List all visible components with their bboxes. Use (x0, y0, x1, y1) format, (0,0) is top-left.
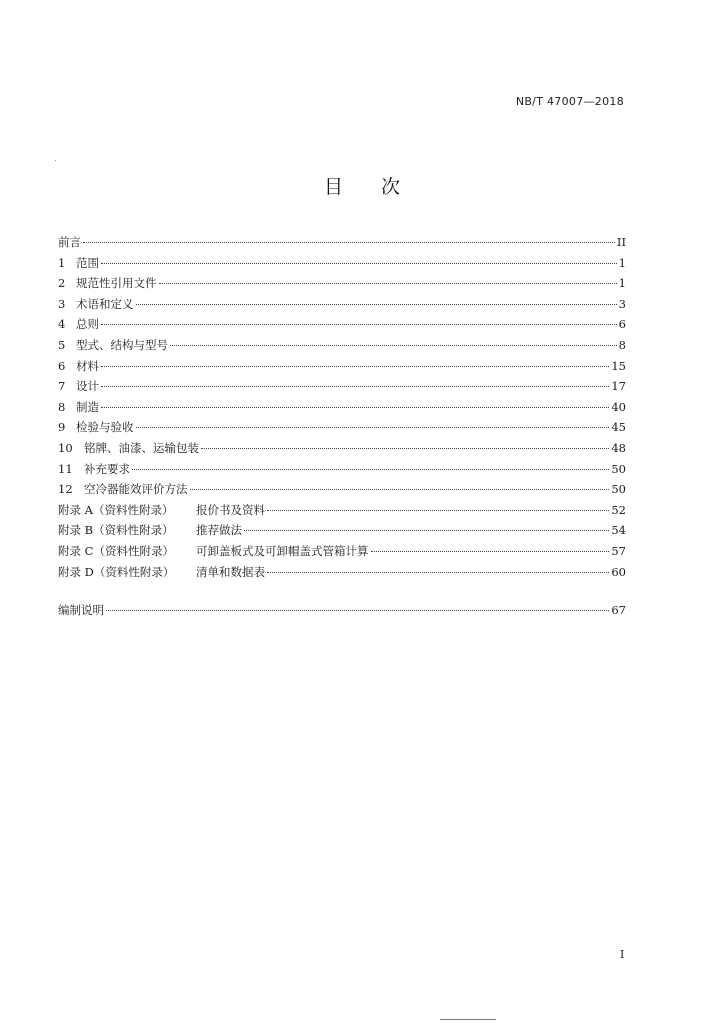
toc-entry-page: 6 (618, 317, 626, 332)
toc-entry-page: 52 (611, 502, 626, 517)
appendix-prefix: 附录 D（资料性附录） (58, 564, 175, 579)
toc-entry-label: 空冷器能效评价方法 (84, 482, 188, 497)
leader-dots (244, 530, 609, 531)
toc-entry-5[interactable] (58, 335, 626, 356)
toc-entry-page: II (616, 235, 626, 249)
toc-entry-label: 检验与验收 (76, 420, 134, 435)
standard-code: NB/T 47007—2018 (515, 95, 624, 108)
toc-entry-label: 编制说明 (58, 603, 104, 618)
toc-appendix-c[interactable] (58, 541, 626, 562)
toc-entry-number: 1 (58, 255, 66, 270)
toc-entry-12[interactable] (58, 479, 626, 500)
toc-entry-page: 8 (618, 337, 626, 352)
leader-dots (83, 242, 615, 243)
leader-dots (106, 610, 609, 611)
leader-dots (101, 407, 609, 408)
toc-entry-label: 规范性引用文件 (76, 276, 157, 291)
toc-entry-foreword[interactable] (58, 232, 626, 253)
toc-entry-number: 5 (58, 337, 66, 352)
toc-entry-label: 补充要求 (84, 461, 130, 476)
leader-dots (101, 366, 609, 367)
toc-entry-page: 17 (611, 379, 626, 394)
toc-entry-number: 7 (58, 379, 66, 394)
appendix-prefix: 附录 C（资料性附录） (58, 543, 174, 558)
toc-entry-page: 1 (618, 276, 626, 291)
leader-dots (201, 448, 609, 449)
toc-entry-label: 前言 (58, 235, 81, 249)
toc-entry-label: 范围 (76, 255, 99, 270)
page-title (0, 172, 724, 199)
toc-entry-page: 1 (618, 255, 626, 270)
toc-appendix-b[interactable] (58, 520, 626, 541)
toc-entry-label: 总则 (76, 317, 99, 332)
appendix-prefix: 附录 B（资料性附录） (58, 523, 174, 538)
toc-entry-10[interactable] (58, 438, 626, 459)
toc-entry-4[interactable] (58, 314, 626, 335)
toc-entry-label: 设计 (76, 379, 99, 394)
toc-entry-number: 8 (58, 399, 66, 414)
toc-entry-number: 2 (58, 276, 66, 291)
toc-entry-page: 54 (611, 523, 626, 538)
toc-entry-page: 50 (611, 461, 626, 476)
toc-entry-label: 材料 (76, 358, 99, 373)
scan-artifact-line (440, 1019, 496, 1020)
leader-dots (190, 489, 610, 490)
title-char-2: 次 (381, 176, 401, 198)
toc-entry-page: 50 (611, 482, 626, 497)
toc-entry-page: 67 (611, 603, 626, 618)
toc-entry-label: 制造 (76, 399, 99, 414)
toc-entry-page: 15 (611, 358, 626, 373)
toc-entry-label: 术语和定义 (76, 296, 134, 311)
leader-dots (136, 427, 610, 428)
toc-entry-1[interactable] (58, 253, 626, 274)
leader-dots (159, 283, 617, 284)
leader-dots (371, 551, 610, 552)
toc-entry-page: 45 (611, 420, 626, 435)
toc-entry-3[interactable] (58, 294, 626, 315)
toc-appendix-d[interactable] (58, 562, 626, 583)
toc-entry-label: 推荐做法 (196, 523, 242, 538)
leader-dots (101, 263, 617, 264)
toc-entry-page: 60 (611, 564, 626, 579)
toc-entry-11[interactable] (58, 459, 626, 480)
leader-dots (101, 324, 617, 325)
toc-entry-label: 型式、结构与型号 (76, 337, 168, 352)
leader-dots (267, 510, 609, 511)
toc-entry-number: 6 (58, 358, 66, 373)
toc-entry-number: 4 (58, 317, 66, 332)
toc-entry-9[interactable] (58, 417, 626, 438)
table-of-contents (58, 232, 626, 621)
toc-entry-2[interactable] (58, 273, 626, 294)
toc-entry-label: 报价书及资料 (196, 502, 265, 517)
toc-appendix-a[interactable] (58, 500, 626, 521)
leader-dots (170, 345, 617, 346)
toc-entry-number: 9 (58, 420, 66, 435)
toc-entry-label: 可卸盖板式及可卸帽盖式管箱计算 (196, 543, 369, 558)
toc-entry-label: 清单和数据表 (196, 564, 265, 579)
toc-entry-label: 铭牌、油漆、运输包装 (84, 440, 199, 455)
toc-entry-7[interactable] (58, 376, 626, 397)
appendix-prefix: 附录 A（资料性附录） (58, 502, 174, 517)
toc-entry-explanation[interactable] (58, 600, 626, 621)
toc-entry-number: 10 (58, 440, 73, 455)
leader-dots (136, 304, 617, 305)
toc-entry-page: 3 (618, 296, 626, 311)
leader-dots (132, 469, 609, 470)
scan-speck (55, 160, 56, 161)
toc-entry-page: 57 (611, 543, 626, 558)
toc-entry-8[interactable] (58, 397, 626, 418)
toc-entry-page: 40 (611, 399, 626, 414)
leader-dots (267, 572, 609, 573)
toc-entry-number: 3 (58, 296, 66, 311)
toc-entry-number: 12 (58, 482, 73, 497)
leader-dots (101, 386, 609, 387)
toc-entry-number: 11 (58, 461, 73, 476)
toc-entry-page: 48 (611, 440, 626, 455)
toc-entry-6[interactable] (58, 356, 626, 377)
page-number: I (620, 948, 625, 961)
title-char-1: 目 (323, 176, 343, 198)
